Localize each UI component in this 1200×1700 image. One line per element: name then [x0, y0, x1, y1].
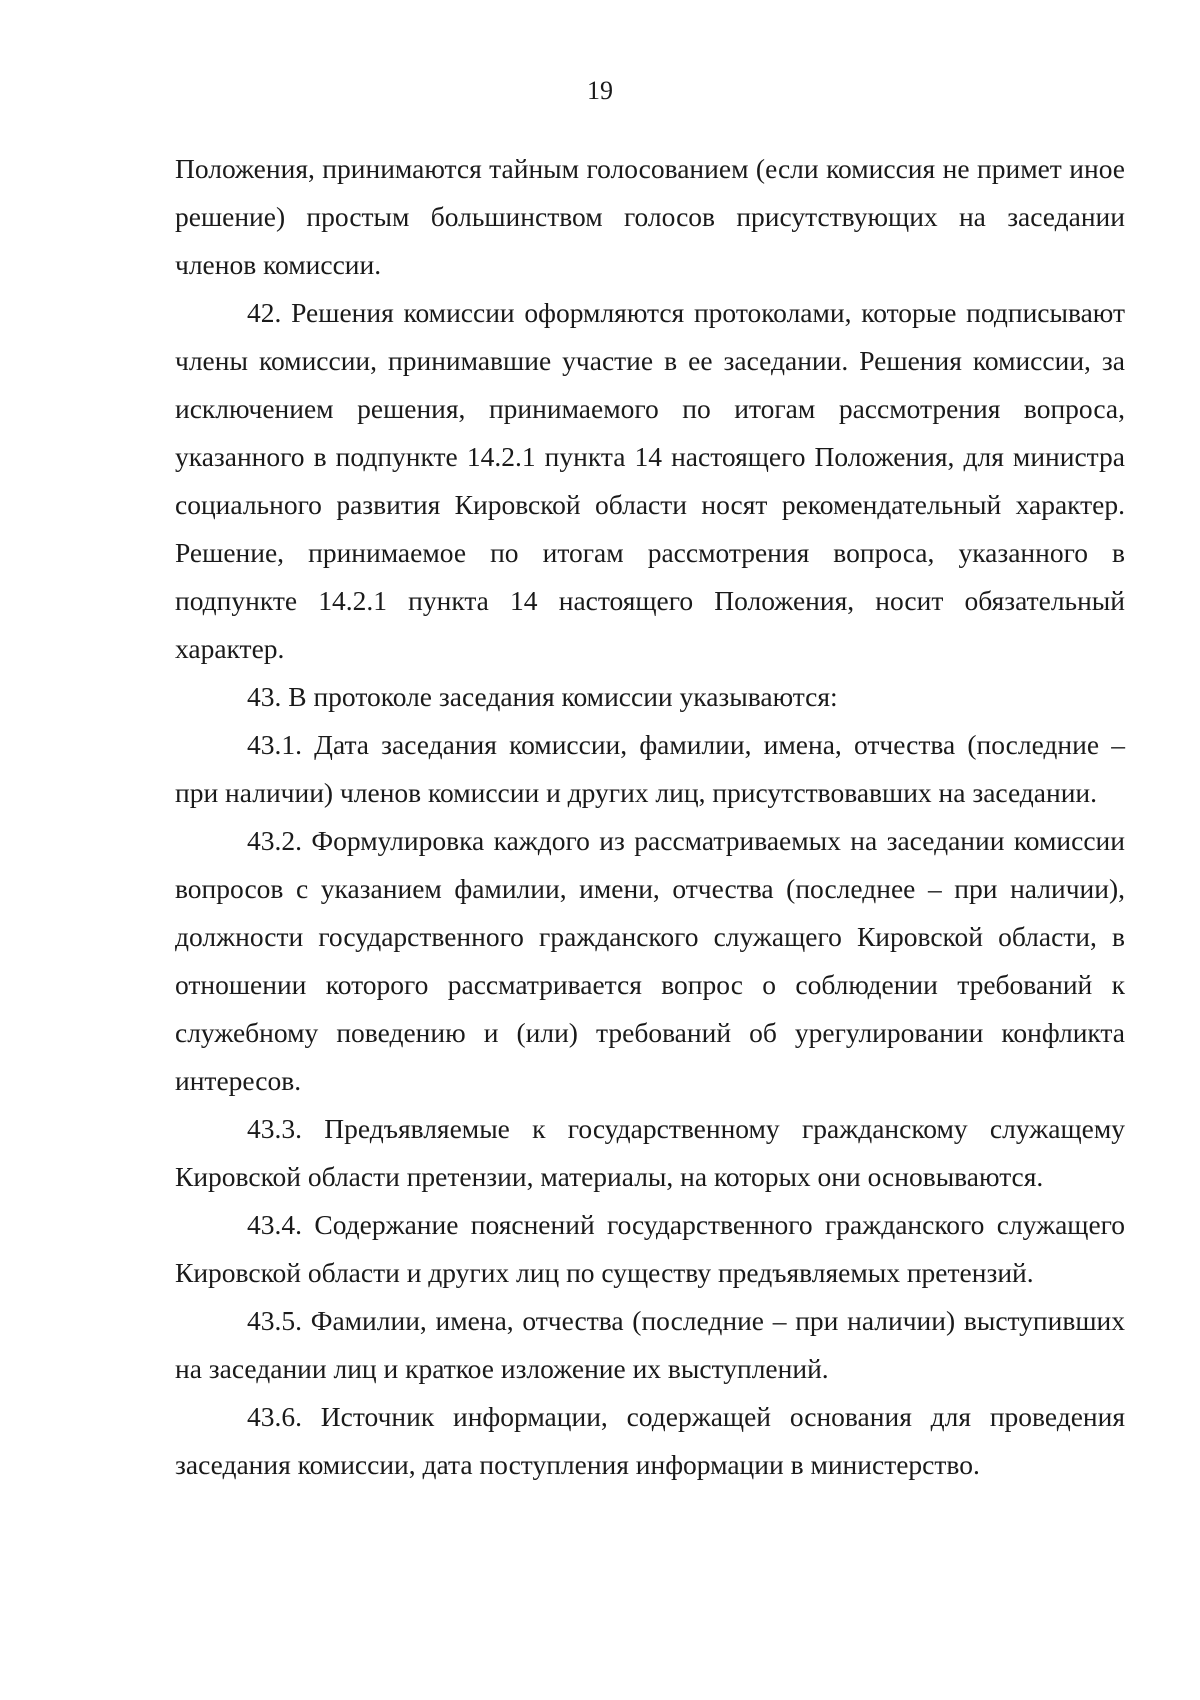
paragraph-43-4: 43.4. Содержание пояснений государственного гражданского служащего Кировской области и других лиц по существу предъявляемых претензий. — [175, 1209, 1125, 1288]
paragraph-43-3: 43.3. Предъявляемые к государственному гражданскому служащему Кировской области претензии, материалы, на которых они основываются. — [175, 1113, 1125, 1192]
paragraph-42: 42. Решения комиссии оформляются протоколами, которые подписывают члены комиссии, принимавшие участие в ее заседании. Решения комиссии, за исключением решения, принимаемого по итогам рассмотрения вопроса, указанного в подпункте 14.2.1 пункта 14 настоящего Положения, для министра социального развития Кировской области носят рекомендательный характер. Решение, принимаемое по итогам рассмотрения вопроса, указанного в подпункте 14.2.1 пункта 14 настоящего Положения, носит обязательный характер. — [175, 297, 1125, 664]
document-body — [175, 145, 1125, 1489]
page-number: 19 — [587, 76, 613, 105]
paragraph-43: 43. В протоколе заседания комиссии указываются: — [247, 681, 838, 712]
paragraph-43-6: 43.6. Источник информации, содержащей основания для проведения заседания комиссии, дата поступления информации в министерство. — [175, 1401, 1125, 1480]
paragraph-43-2: 43.2. Формулировка каждого из рассматриваемых на заседании комиссии вопросов с указанием фамилии, имени, отчества (последнее – при наличии), должности государственного гражданского служащего Кировской области, в отношении которого рассматривается вопрос о соблюдении требований к служебному поведению и (или) требований об урегулировании конфликта интересов. — [175, 825, 1125, 1096]
paragraph-continuation: Положения, принимаются тайным голосованием (если комиссия не примет иное решение) простым большинством голосов присутствующих на заседании членов комиссии. — [175, 153, 1125, 280]
paragraph-43-1: 43.1. Дата заседания комиссии, фамилии, имена, отчества (последние – при наличии) членов комиссии и других лиц, присутствовавших на заседании. — [175, 729, 1125, 808]
paragraph-43-5: 43.5. Фамилии, имена, отчества (последние – при наличии) выступивших на заседании лиц и краткое изложение их выступлений. — [175, 1305, 1125, 1384]
